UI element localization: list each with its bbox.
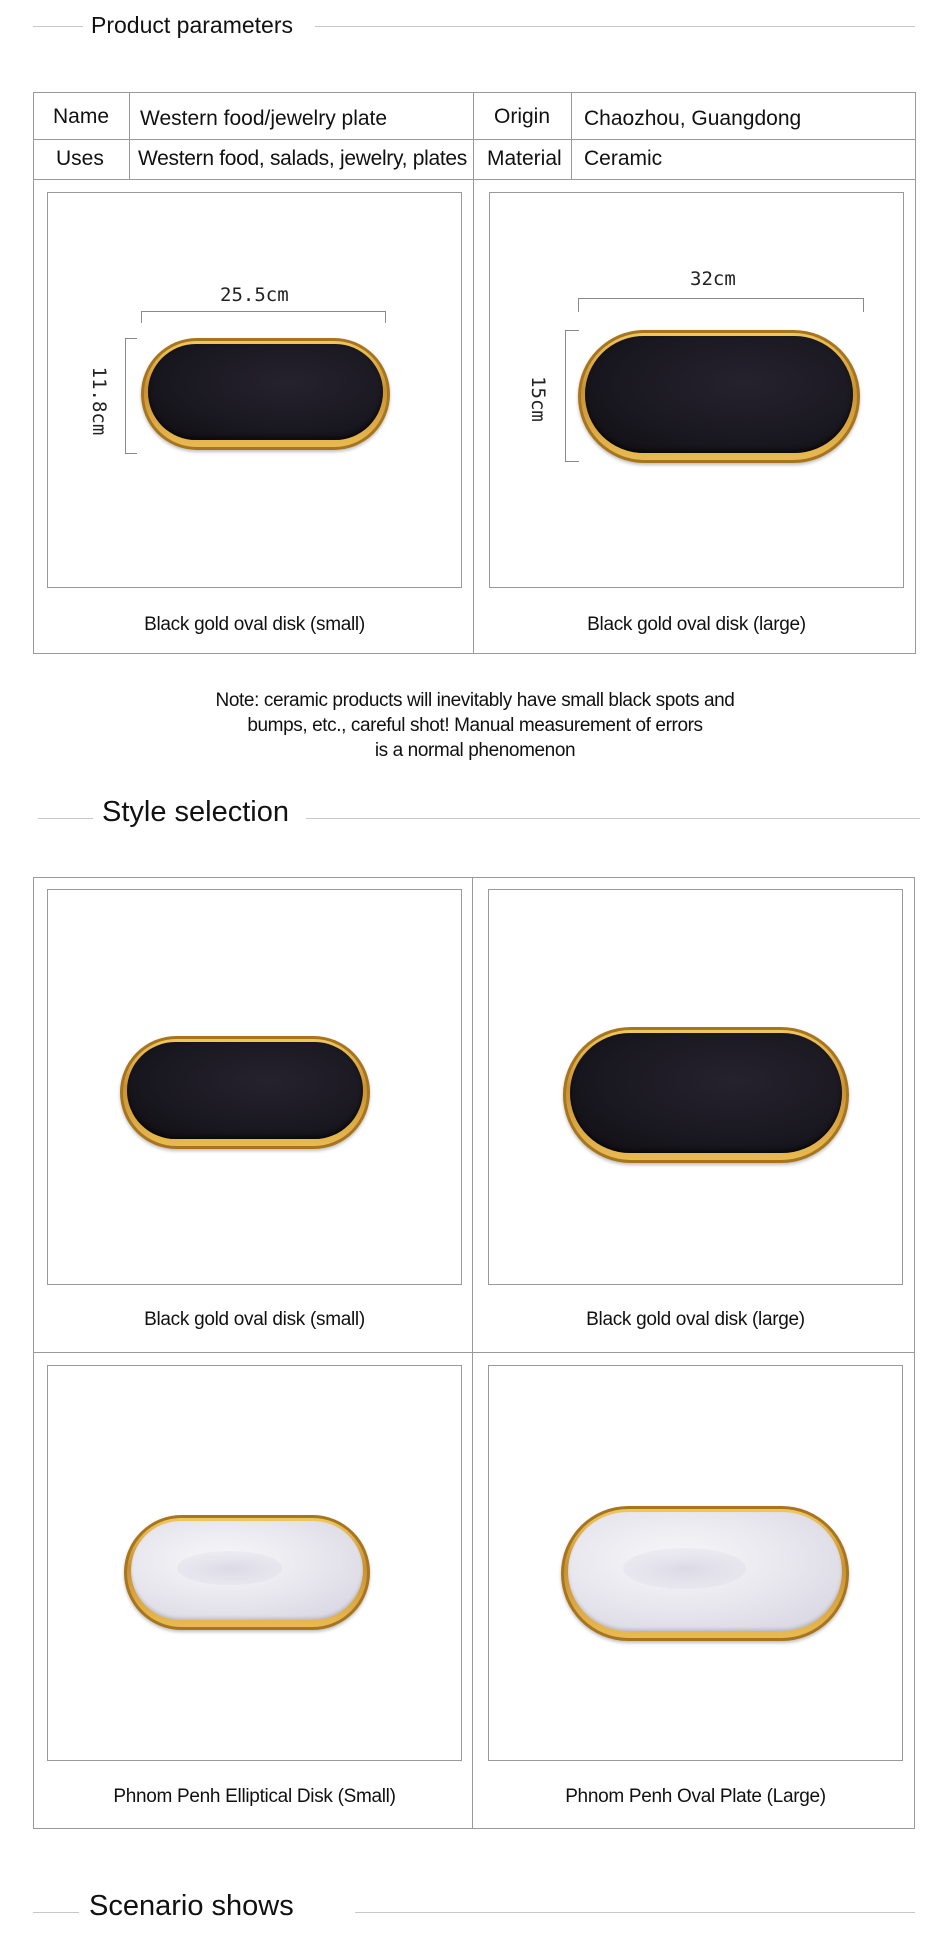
heading-line-left: [38, 818, 93, 819]
grid-row-divider: [34, 1352, 914, 1353]
section-title-scenario: Scenario shows: [89, 1890, 294, 1922]
dimension-tick: [385, 311, 386, 323]
note-line-1: Note: ceramic products will inevitably have small black spots and: [215, 690, 735, 711]
dimension-label-large-width: 32cm: [690, 268, 736, 290]
plate-black-small-option: [120, 1036, 370, 1149]
dimension-label-large-height: 15cm: [527, 376, 549, 422]
heading-line-left: [33, 1912, 79, 1913]
param-label-name: Name: [53, 105, 110, 128]
dimension-tick: [565, 330, 579, 331]
param-value-name: Western food/jewelry plate: [140, 107, 388, 130]
section-title-parameters: Product parameters: [91, 12, 293, 38]
heading-line-right: [355, 1912, 915, 1913]
dimension-label-small-height: 11.8cm: [88, 366, 110, 436]
section-title-style: Style selection: [102, 796, 289, 828]
caption-option-black-small: Black gold oval disk (small): [144, 1309, 365, 1330]
plate-marble-large-option: [561, 1506, 849, 1641]
param-value-origin: Chaozhou, Guangdong: [584, 107, 802, 130]
dimension-bar-large-width: [578, 298, 864, 299]
dimension-tick: [125, 453, 137, 454]
caption-black-small: Black gold oval disk (small): [144, 614, 365, 635]
plate-marble-small-option: [124, 1515, 370, 1630]
grid-col-divider: [472, 878, 473, 1828]
dimension-bar-large-height: [565, 330, 566, 462]
param-value-uses: Western food, salads, jewelry, plates: [138, 147, 467, 170]
dimension-tick: [125, 338, 137, 339]
plate-black-large-option: [563, 1027, 849, 1163]
param-label-origin: Origin: [494, 105, 551, 128]
note-line-2: bumps, etc., careful shot! Manual measurement of errors: [247, 715, 703, 736]
col-divider: [473, 93, 474, 653]
caption-option-marble-small: Phnom Penh Elliptical Disk (Small): [113, 1786, 396, 1807]
dimension-label-small-width: 25.5cm: [220, 284, 289, 306]
dimension-tick: [565, 461, 579, 462]
note-line-3: is a normal phenomenon: [374, 740, 576, 761]
param-value-material: Ceramic: [584, 147, 663, 170]
caption-option-marble-large: Phnom Penh Oval Plate (Large): [565, 1786, 826, 1807]
dimension-tick: [141, 311, 142, 323]
col-divider: [129, 93, 130, 179]
caption-option-black-large: Black gold oval disk (large): [586, 1309, 805, 1330]
dimension-bar-small-height: [125, 338, 126, 454]
dimension-tick: [863, 298, 864, 312]
heading-line-right: [315, 26, 915, 27]
param-label-material: Material: [487, 147, 562, 170]
dimension-tick: [578, 298, 579, 312]
row-divider: [34, 179, 915, 180]
dimension-bar-small-width: [141, 311, 386, 312]
param-label-uses: Uses: [56, 147, 104, 170]
heading-line-left: [33, 26, 83, 27]
caption-black-large: Black gold oval disk (large): [587, 614, 806, 635]
heading-line-right: [306, 818, 920, 819]
plate-black-large-image: [578, 330, 860, 463]
row-divider: [34, 139, 915, 140]
col-divider: [571, 93, 572, 179]
plate-black-small-image: [141, 338, 390, 450]
